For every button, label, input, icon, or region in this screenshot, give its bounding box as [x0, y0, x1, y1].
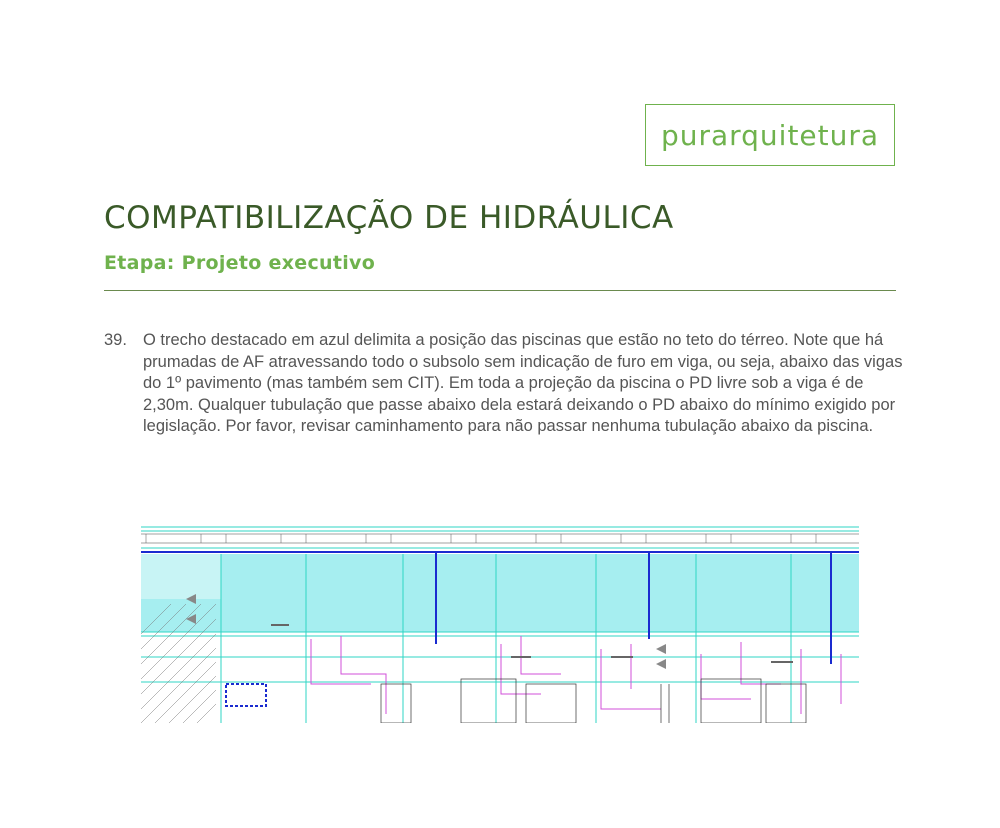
brand-logo — [645, 104, 895, 166]
brand-logo-text: purarquitetura — [660, 118, 880, 152]
pool-highlight-area — [141, 554, 859, 632]
item-number: 39. — [104, 331, 127, 349]
page-subtitle: Etapa: Projeto executivo — [104, 252, 376, 274]
page-title: COMPATIBILIZAÇÃO DE HIDRÁULICA — [104, 200, 674, 236]
item-text: O trecho destacado em azul delimita a posição das piscinas que estão no teto do térreo. Note que há prumadas de AF atravessando todo o subsolo sem indicação de furo em viga, ou seja, abaixo das vigas do 1º pavimento (mas também sem CIT). Em toda a projeção da piscina o PD livre sob a viga é de 2,30m. Qualquer tubulação que passe abaixo dela estará deixando o PD abaixo do mínimo exigido por legislação. Por favor, revisar caminhamento para não passar nenhuma tubulação abaixo da piscina. — [143, 331, 903, 436]
pool-highlight-left — [141, 554, 221, 599]
floor-plan-drawing — [141, 524, 859, 723]
header-divider — [104, 290, 896, 291]
